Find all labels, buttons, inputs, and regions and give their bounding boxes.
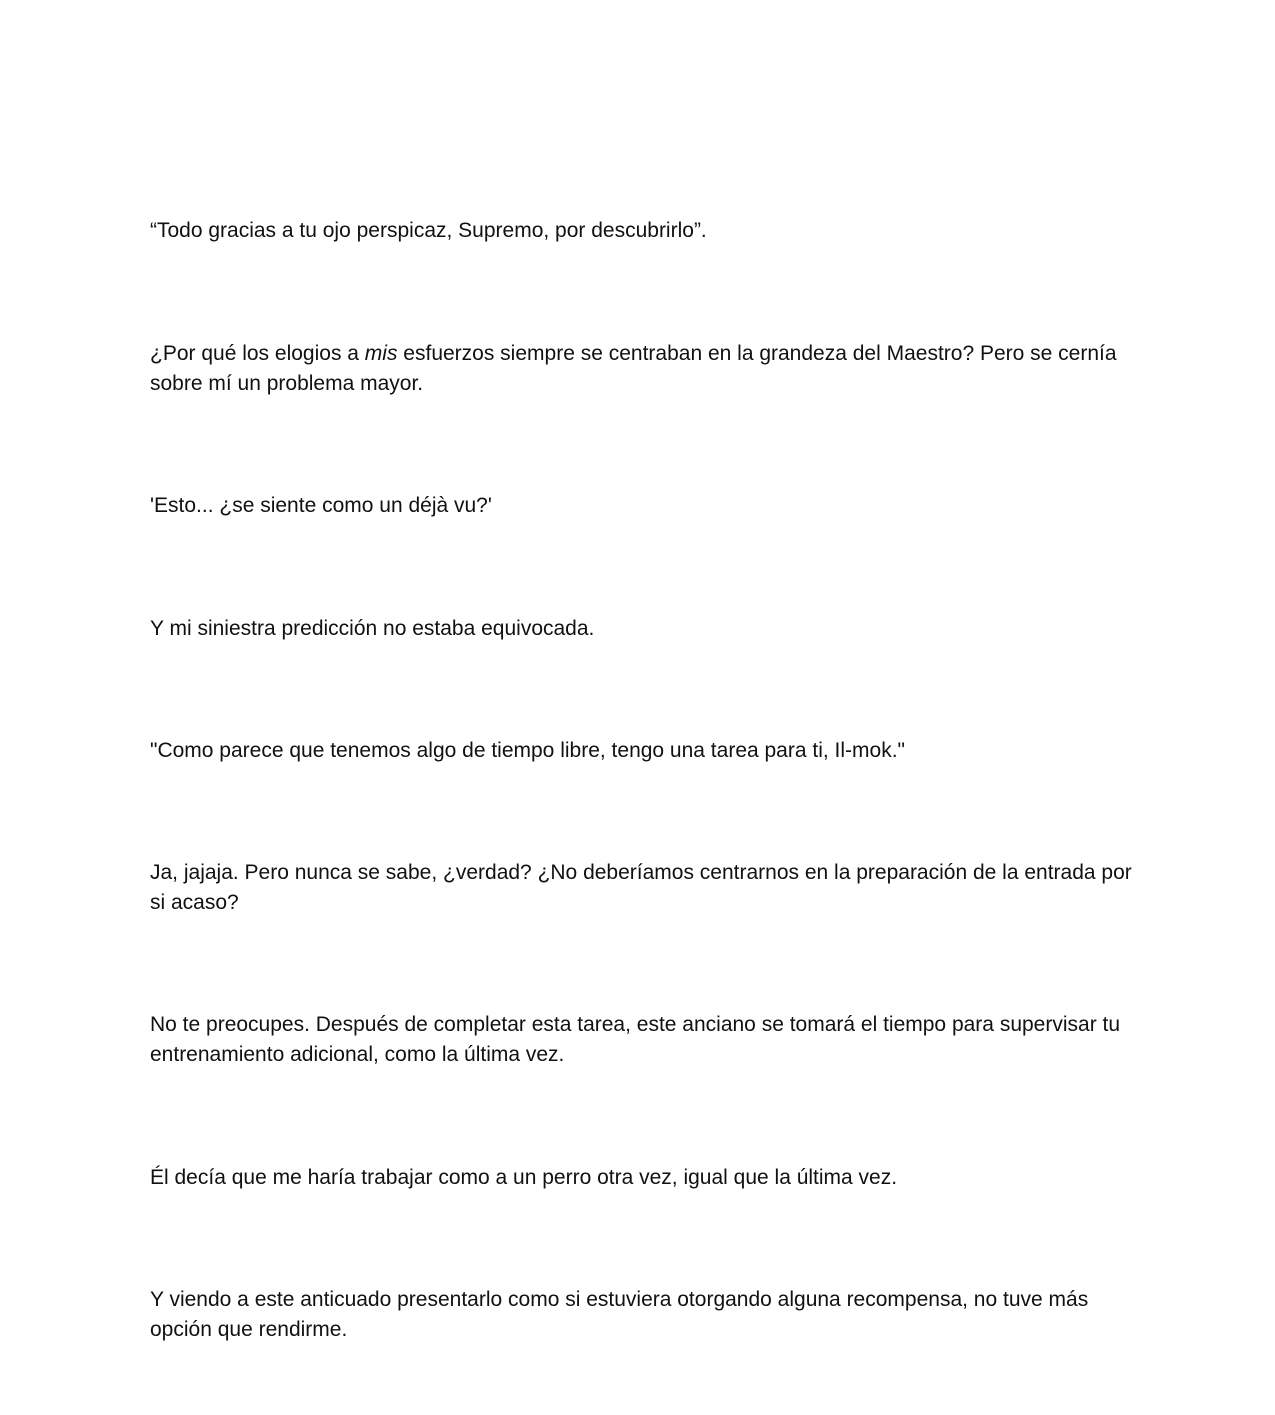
paragraph-2-after: esfuerzos siempre se centraban en la grandeza del Maestro? Pero se cernía sobre mí un problema mayor. (150, 342, 1117, 395)
paragraph-4: Y mi siniestra predicción no estaba equivocada. (150, 617, 595, 640)
paragraph-6: Ja, jajaja. Pero nunca se sabe, ¿verdad? ¿No deberíamos centrarnos en la preparación de la entrada por si acaso? (150, 861, 1132, 914)
paragraph-7: No te preocupes. Después de completar esta tarea, este anciano se tomará el tiempo para supervisar tu entrenamiento adicional, como la última vez. (150, 1013, 1121, 1066)
paragraph-2-emphasis: mis (364, 342, 398, 365)
paragraph-2 (150, 339, 1135, 399)
paragraph-1: “Todo gracias a tu ojo perspicaz, Supremo, por descubrirlo”. (150, 219, 707, 242)
paragraph-9: Y viendo a este anticuado presentarlo como si estuviera otorgando alguna recompensa, no tuve más opción que rendirme. (150, 1288, 1089, 1341)
paragraph-8: Él decía que me haría trabajar como a un perro otra vez, igual que la última vez. (150, 1166, 898, 1189)
paragraph-3: 'Esto... ¿se siente como un déjà vu?' (150, 494, 492, 517)
paragraph-2-before: ¿Por qué los elogios a (150, 342, 365, 365)
paragraph-5: "Como parece que tenemos algo de tiempo libre, tengo una tarea para ti, Il-mok." (150, 739, 905, 762)
